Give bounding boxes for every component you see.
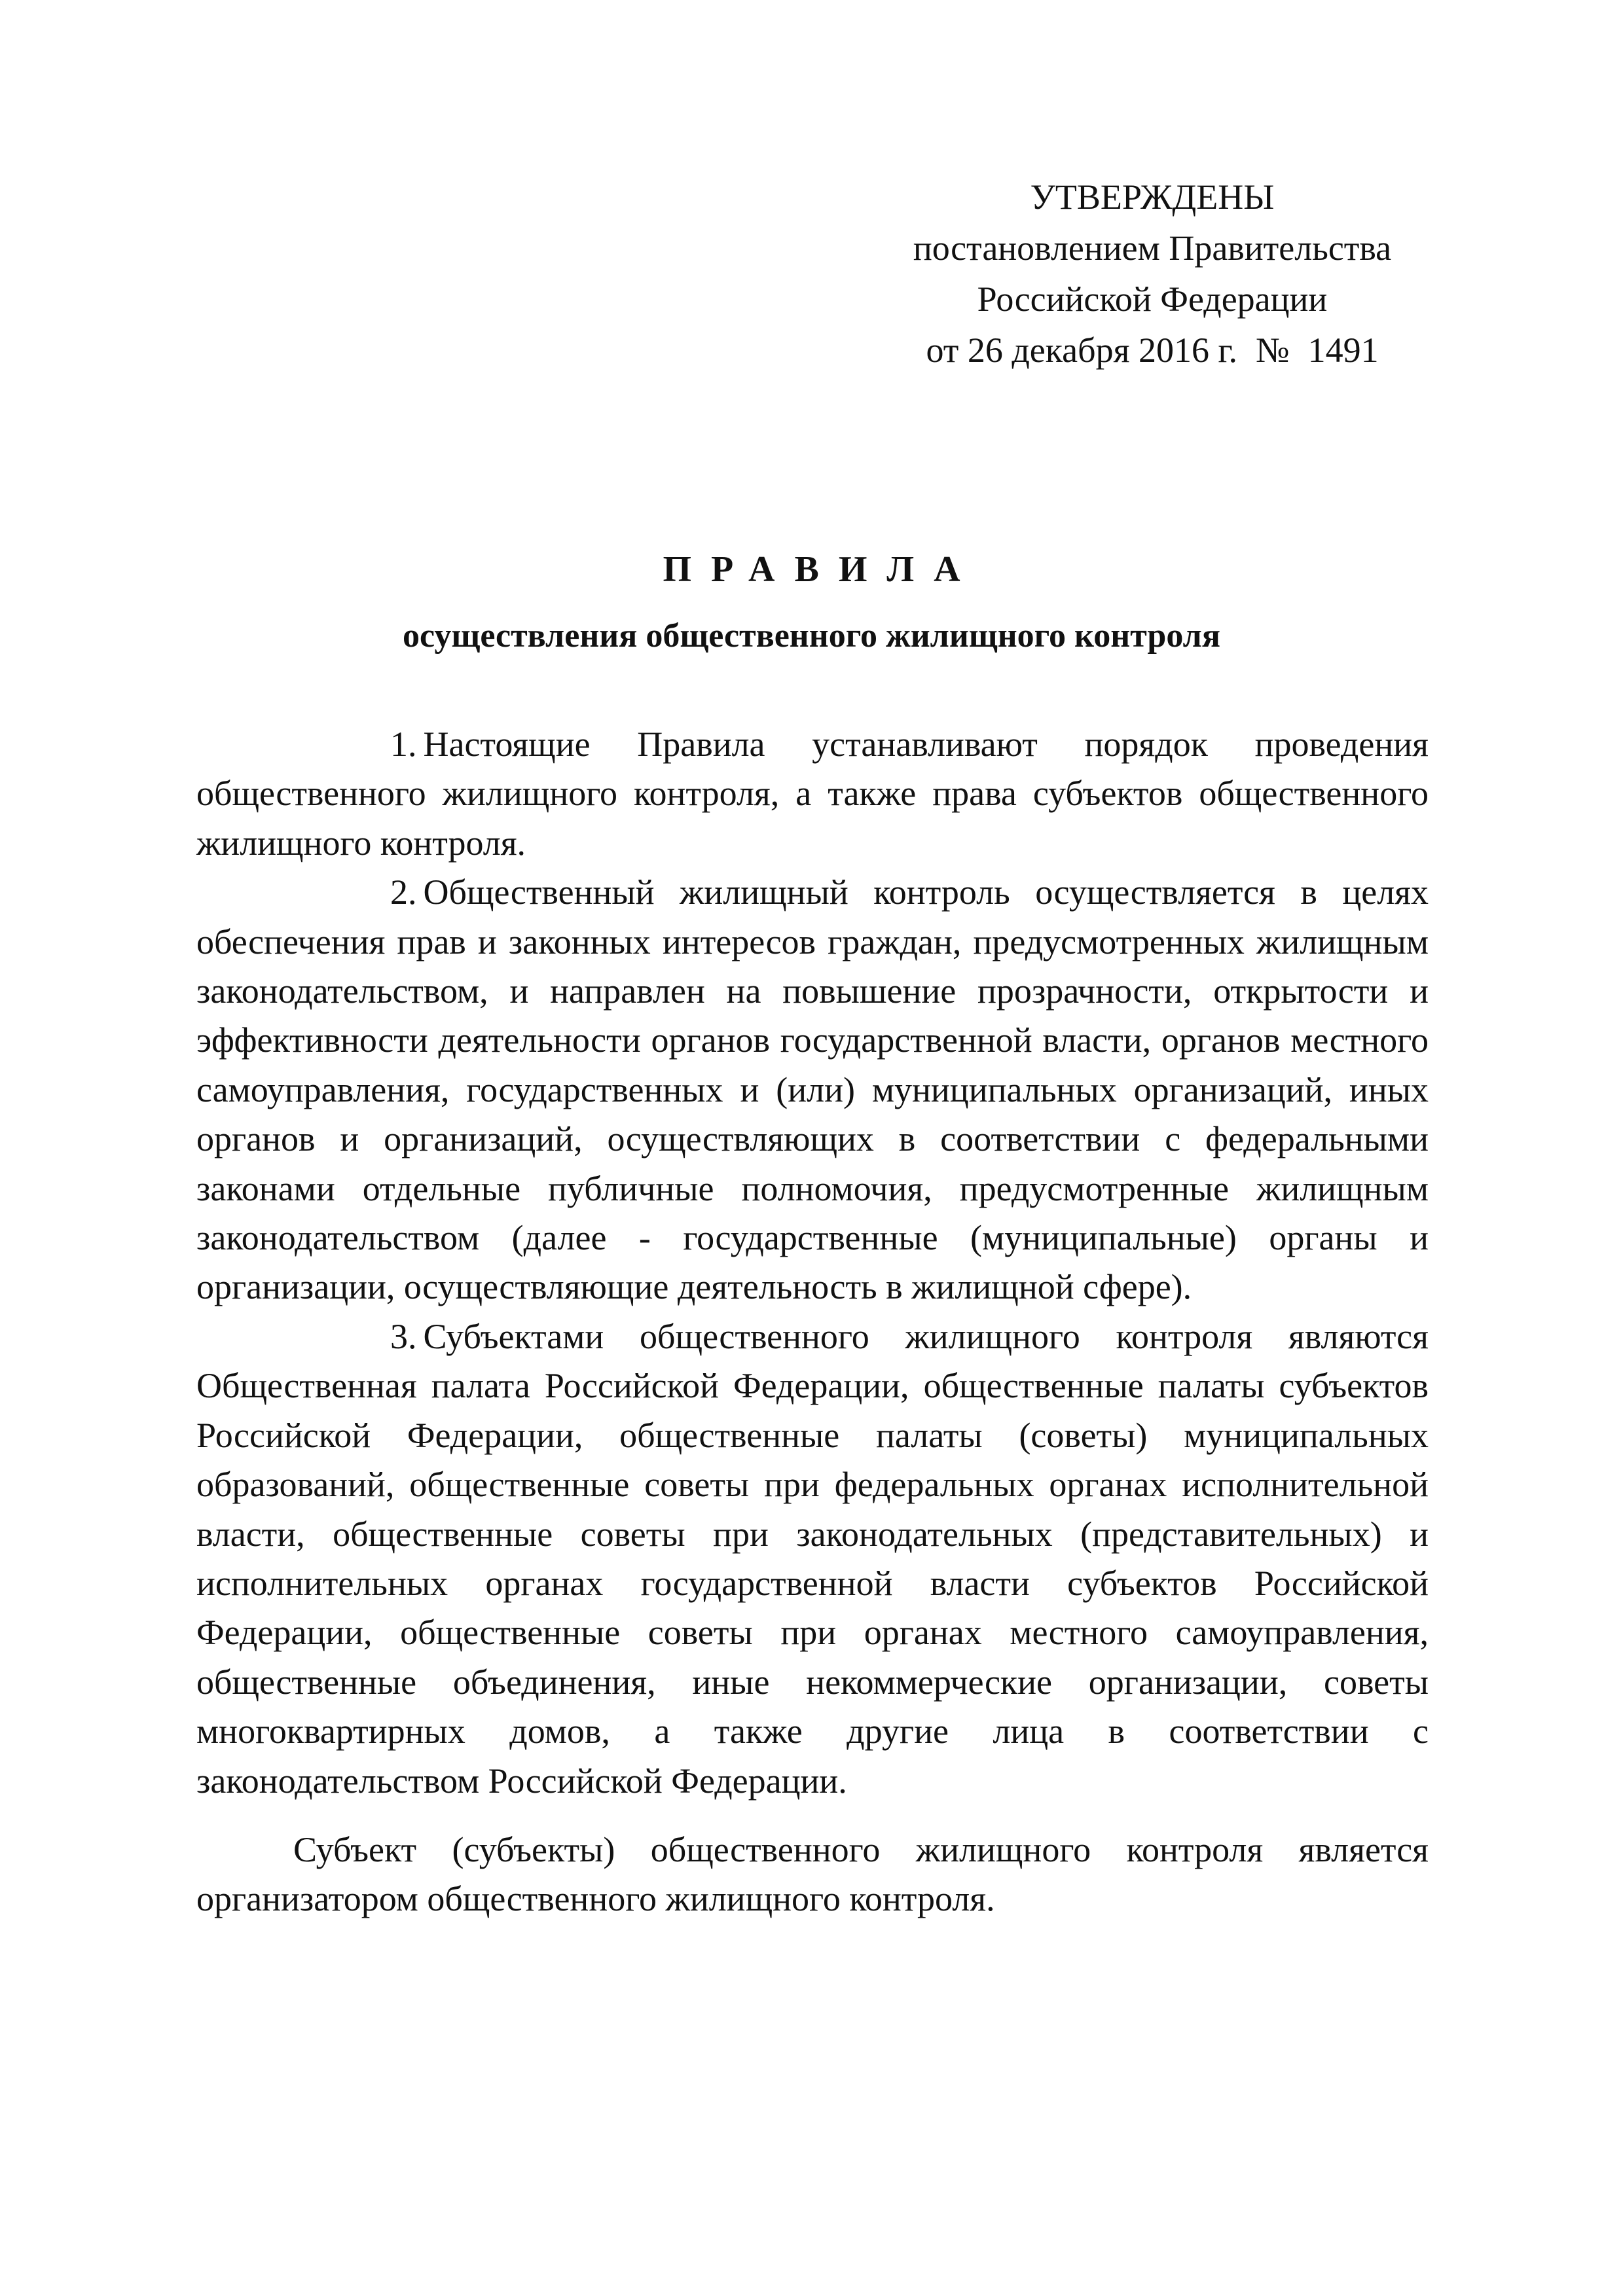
document-subtitle: осуществления общественного жилищного контроля [403, 617, 1220, 655]
paragraph-1 [196, 720, 1429, 868]
document-title: ПРАВИЛА [663, 549, 980, 590]
paragraph-number: 2. [390, 872, 417, 912]
paragraph-3 [196, 1312, 1429, 1806]
document-body [196, 720, 1429, 1924]
paragraph-text: Субъектами общественного жилищного контроля являются Общественная палата Российской Федерации, общественные палаты субъектов Российской Федерации, общественные палаты (советы) муниципальных образований, общественные советы при федеральных органах исполнительной власти, общественные советы при законодательных (представительных) и исполнительных органах государственной власти субъектов Российской Федерации, общественные советы при органах местного самоуправления, общественные объединения, иные некоммерческие организации, советы многоквартирных домов, а также другие лица в соответствии с законодательством Российской Федерации. [196, 1316, 1429, 1801]
paragraph-3-continuation [196, 1825, 1429, 1924]
paragraph-number: 1. [390, 725, 417, 764]
paragraph-text: Общественный жилищный контроль осуществляется в целях обеспечения прав и законных интересов граждан, предусмотренных жилищным законодательством, и направлен на повышение прозрачности, открытости и эффективности деятельности органов государственной власти, органов местного самоуправления, государственных и (или) муниципальных организаций, иных органов и организаций, осуществляющих в соответствии с федеральными законами отдельные публичные полномочия, предусмотренные жилищным законодательством (далее - государственные (муниципальные) органы и организации, осуществляющие деятельность в жилищной сфере). [196, 872, 1429, 1307]
approval-line-federation: Российской Федерации [977, 279, 1328, 319]
approval-number-sign: № [1256, 331, 1290, 370]
paragraph-number: 3. [390, 1316, 417, 1356]
approval-date: от 26 декабря 2016 г. [926, 331, 1238, 370]
paragraph-text: Настоящие Правила устанавливают порядок проведения общественного жилищного контроля, а также права субъектов общественного жилищного контроля. [196, 725, 1429, 863]
approval-date-number [864, 325, 1440, 376]
approval-number: 1491 [1307, 331, 1379, 370]
paragraph-text: Субъект (субъекты) общественного жилищного контроля является организатором общественного жилищного контроля. [196, 1829, 1429, 1919]
approval-stamp [864, 171, 1440, 376]
approval-heading: УТВЕРЖДЕНЫ [1030, 177, 1275, 217]
approval-line-government: постановлением Правительства [913, 228, 1392, 268]
paragraph-2 [196, 868, 1429, 1312]
